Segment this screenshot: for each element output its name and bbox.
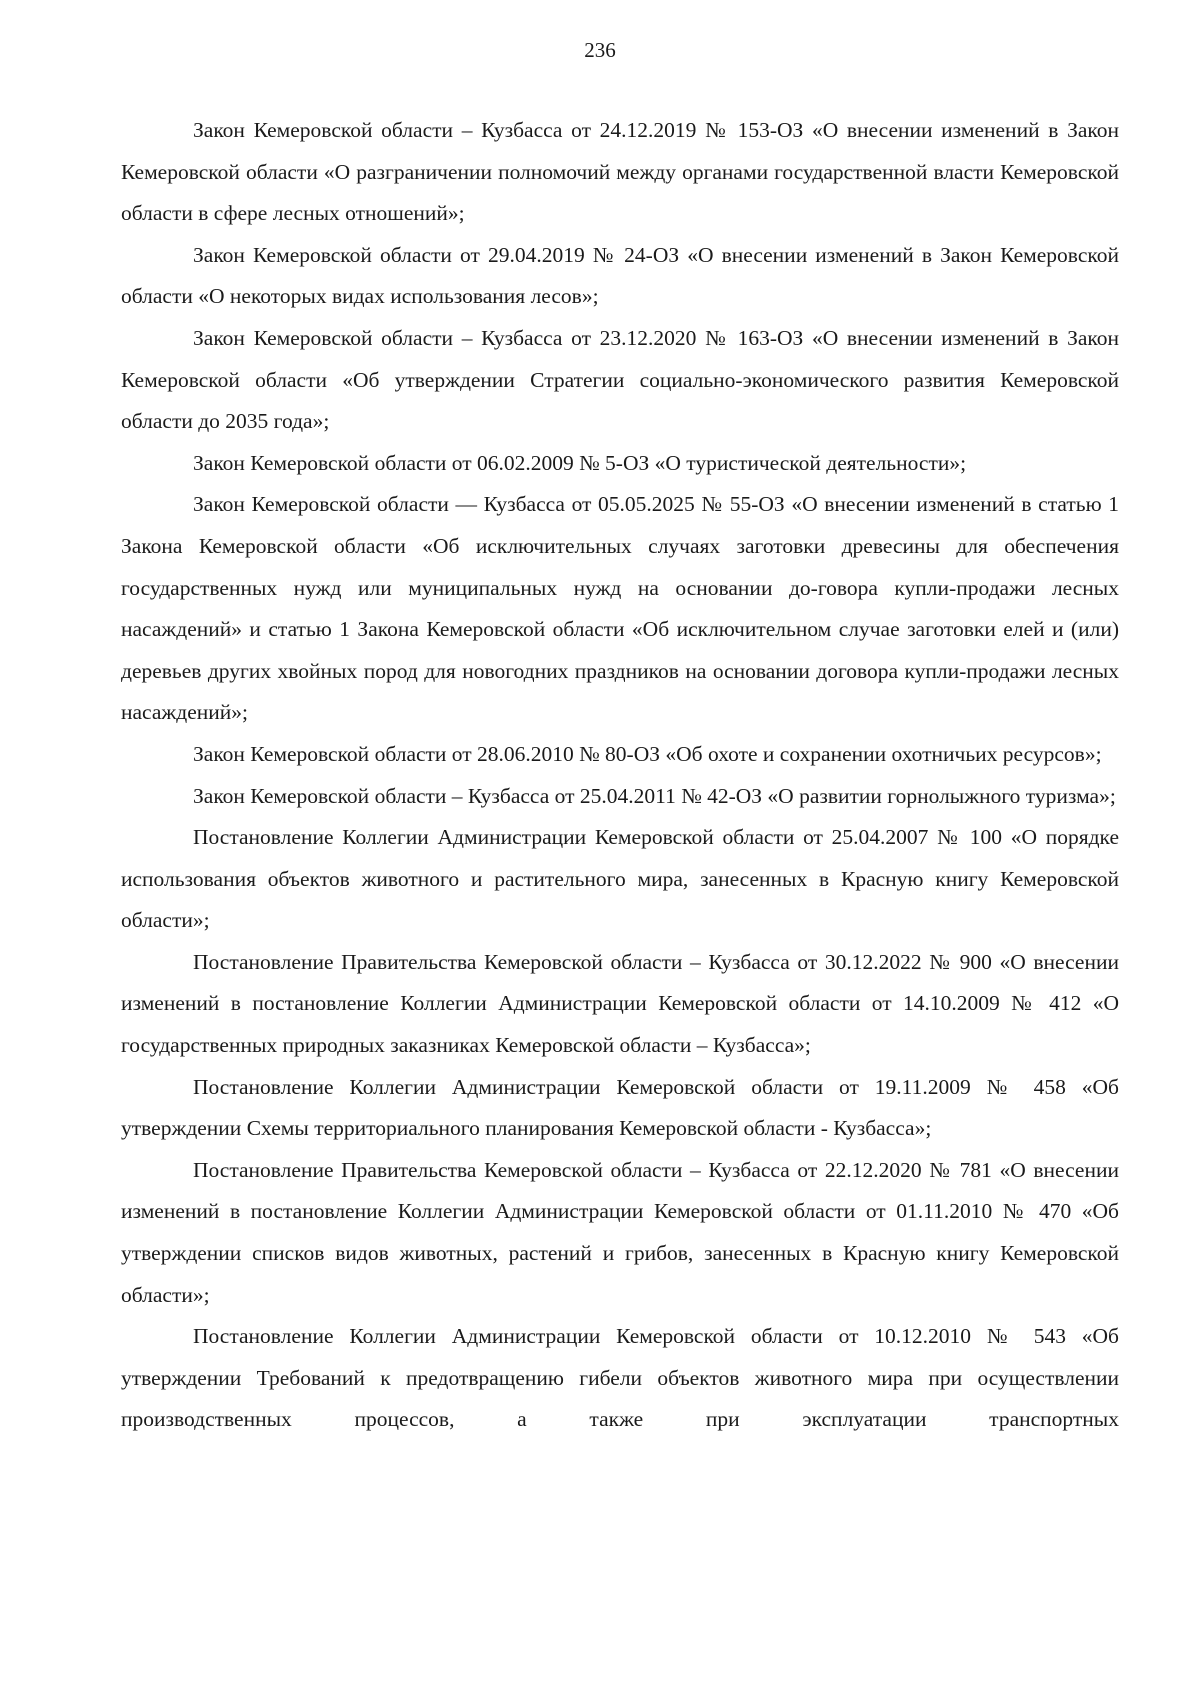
paragraph-resolution-458: Постановление Коллегии Администрации Кемеровской области от 19.11.2009 № 458 «Об утверждении Схемы территориального планирования Кемеровской области - Кузбасса»;: [121, 1074, 1119, 1141]
paragraph-law-163-oz: Закон Кемеровской области – Кузбасса от 23.12.2020 № 163-ОЗ «О внесении изменений в Закон Кемеровской области «Об утверждении Стратегии социально-экономического развития Кемеровской области до 2035 года»;: [121, 325, 1119, 434]
paragraph-law-42-oz: Закон Кемеровской области – Кузбасса от 25.04.2011 № 42-ОЗ «О развитии горнолыжного туризма»;: [193, 783, 1116, 808]
paragraph-law-153-oz: Закон Кемеровской области – Кузбасса от 24.12.2019 № 153-ОЗ «О внесении изменений в Закон Кемеровской области «О разграничении полномочий между органами государственной власти Кемеровской области в сфере лесных отношений»;: [121, 118, 1119, 226]
paragraph-resolution-543: Постановление Коллегии Администрации Кемеровской области от 10.12.2010 № 543 «Об утверждении Требований к предотвращению гибели объектов животного мира при осуществлении производственных процессов, а также при эксплуатации транспортных: [121, 1324, 1119, 1432]
paragraph-resolution-900: Постановление Правительства Кемеровской области – Кузбасса от 30.12.2022 № 900 «О внесении изменений в постановление Коллегии Администрации Кемеровской области от 14.10.2009 № 412 «О государственных природных заказниках Кемеровской области – Кузбасса»;: [121, 949, 1119, 1058]
paragraph-law-55-oz: Закон Кемеровской области — Кузбасса от 05.05.2025 № 55-ОЗ «О внесении изменений в статью 1 Закона Кемеровской области «Об исключительных случаях заготовки древесины для обеспечения государственных нужд или муниципальных нужд на основании до-говора купли-продажи лесных насаждений» и статью 1 Закона Кемеровской области «Об исключительном случае заготовки елей и (или) деревьев других хвойных пород для новогодних праздников на основании договора купли-продажи лесных насаждений»;: [121, 492, 1119, 725]
document-body: [121, 110, 1119, 1441]
paragraph-resolution-100: Постановление Коллегии Администрации Кемеровской области от 25.04.2007 № 100 «О порядке использования объектов животного и растительного мира, занесенных в Красную книгу Кемеровской области»;: [121, 825, 1119, 933]
paragraph-law-5-oz: Закон Кемеровской области от 06.02.2009 № 5-ОЗ «О туристической деятельности»;: [193, 450, 967, 475]
paragraph-law-80-oz: Закон Кемеровской области от 28.06.2010 № 80-ОЗ «Об охоте и сохранении охотничьих ресурсов»;: [193, 741, 1102, 766]
page-number: 236: [584, 38, 616, 62]
paragraph-law-24-oz: Закон Кемеровской области от 29.04.2019 № 24-ОЗ «О внесении изменений в Закон Кемеровской области «О некоторых видах использования лесов»;: [121, 242, 1119, 309]
paragraph-resolution-781: Постановление Правительства Кемеровской области – Кузбасса от 22.12.2020 № 781 «О внесении изменений в постановление Коллегии Администрации Кемеровской области от 01.11.2010 № 470 «Об утверждении списков видов животных, растений и грибов, занесенных в Красную книгу Кемеровской области»;: [121, 1157, 1119, 1307]
